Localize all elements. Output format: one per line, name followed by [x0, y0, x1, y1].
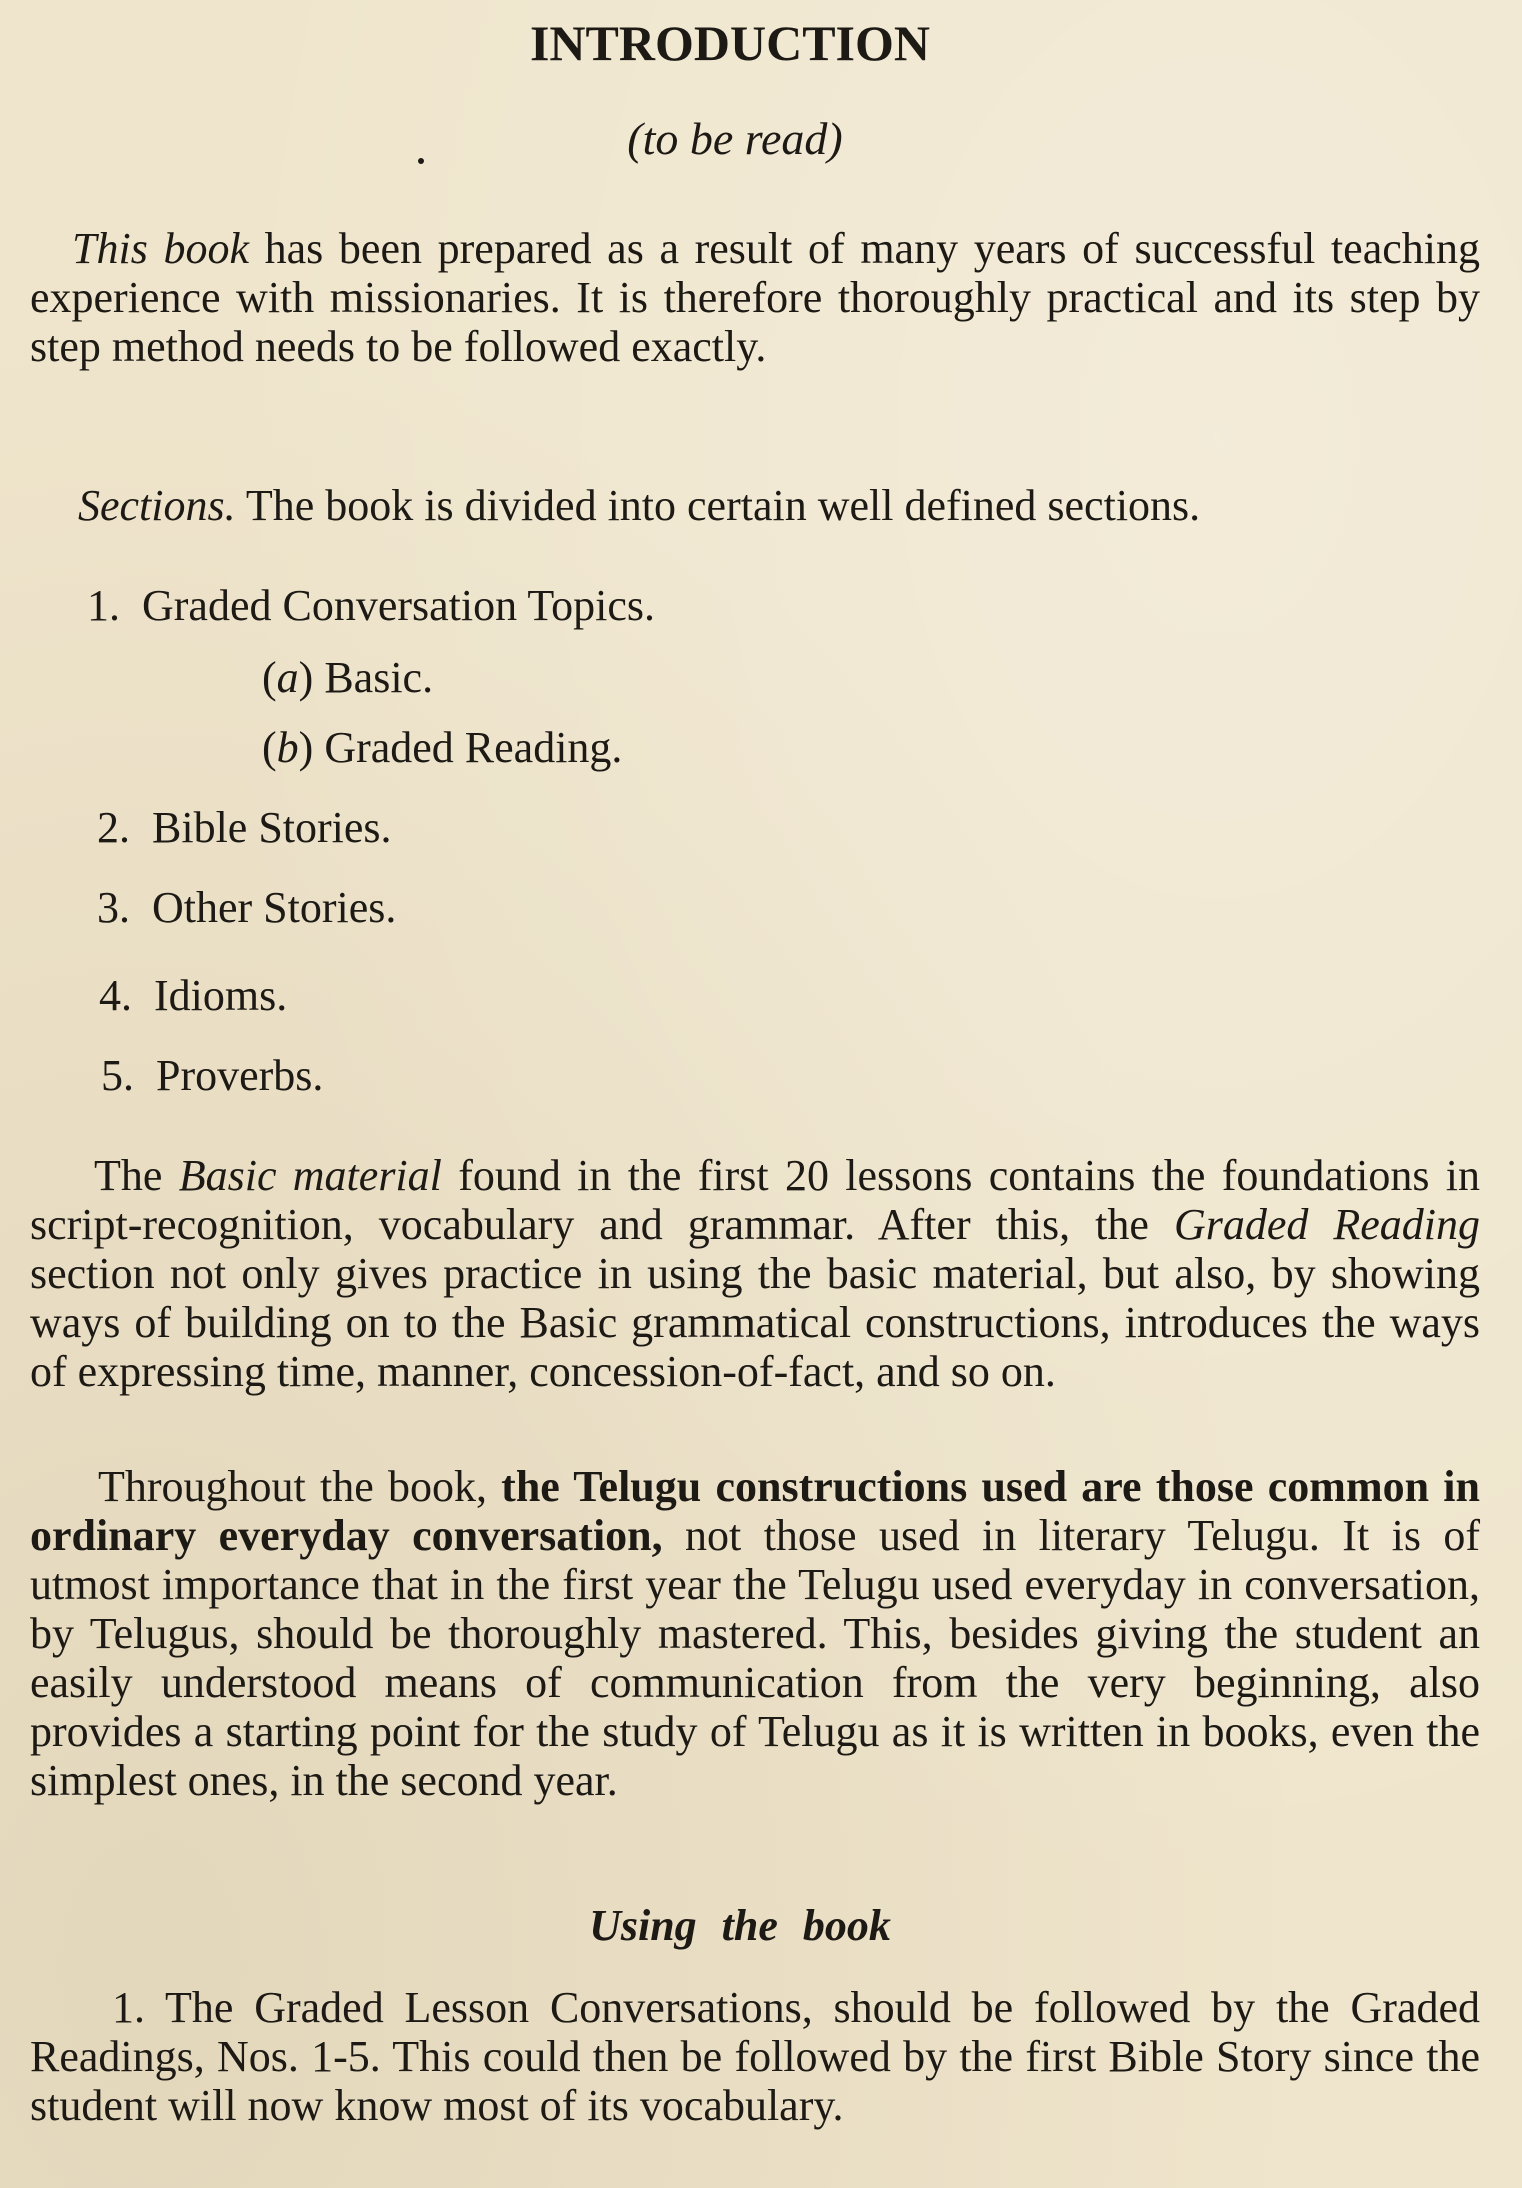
text-run: not those used in literary Telugu. It is of utmost importance that in the first year the Telugu used everyday in conversation, by Telugus, should be thoroughly mastered. This, besides giving the student an easily understood means of communication from the very beginning, also provides a starting point for the study of Telugu as it is written in books, even the simplest ones, in the second year. [30, 1511, 1481, 1805]
list-item-number: 2. [97, 803, 130, 852]
text-run: Throughout the book, [98, 1462, 502, 1511]
list-item-number: 3. [97, 883, 130, 932]
intro-lead: This book [72, 224, 249, 273]
sublist-label: Graded Reading. [324, 723, 623, 772]
sections-text: The book is divided into certain well defined sections. [235, 481, 1201, 530]
sections-lead: Sections. [78, 481, 236, 530]
list-item-number: 1. [87, 581, 120, 630]
list-item-number: 4. [99, 971, 132, 1020]
sublist-item: (a) Basic. [262, 653, 434, 702]
sublist-letter: b [276, 723, 299, 772]
list-item-label: Bible Stories. [152, 803, 392, 852]
list-item-number: 5. [101, 1051, 134, 1100]
using-paragraph: 1. The Graded Lesson Conversations, should be followed by the Graded Readings, Nos. 1-5. This could then be followed by the first Bible Story since the student will now know most of its vocabulary. [30, 1983, 1480, 2130]
intro-paragraph [30, 224, 1480, 371]
sublist-label: Basic. [324, 653, 434, 702]
sublist-letter: a [276, 653, 299, 702]
list-item [62, 802, 392, 853]
bold-statement: the Telugu constructions used are those common in ordinary everyday conversation, [30, 1462, 1480, 1560]
emphasis-basic-material: Basic material [178, 1151, 442, 1200]
page-title: INTRODUCTION [529, 15, 931, 71]
list-item [64, 970, 287, 1021]
list-item-label: Other Stories. [152, 883, 397, 932]
list-item-label: Proverbs. [156, 1051, 324, 1100]
list-item-label: Graded Conversation Topics. [142, 581, 656, 630]
sublist-item: (b) Graded Reading. [262, 723, 623, 772]
basic-material-paragraph [30, 1151, 1480, 1396]
text-run: section not only gives practice in using the basic material, but also, by showing ways of building on to the Basic grammatical constructions, introduces the ways of expressing time, manner, concession-of-fact, and so on. [30, 1249, 1480, 1396]
emphasis-graded-reading: Graded Reading [1173, 1200, 1480, 1249]
list-item-label: Idioms. [154, 971, 288, 1020]
sections-paragraph [30, 481, 1480, 530]
ink-dot [418, 158, 424, 164]
list-item [66, 1050, 323, 1101]
page-subtitle: (to be read) [627, 113, 843, 164]
list-item [52, 580, 655, 631]
intro-text: has been prepared as a result of many years of successful teaching experience with missionaries. It is therefore thoroughly practical and its step by step method needs to be followed exactly. [30, 224, 1480, 371]
text-run: The [94, 1151, 179, 1200]
section-heading-using-the-book: Using the book [589, 1901, 891, 1950]
throughout-paragraph [30, 1462, 1480, 1805]
text-run: found in the first 20 lessons contains the foundations in script-recognition, vocabulary and grammar. After this, the [30, 1151, 1480, 1249]
list-item [62, 882, 396, 933]
